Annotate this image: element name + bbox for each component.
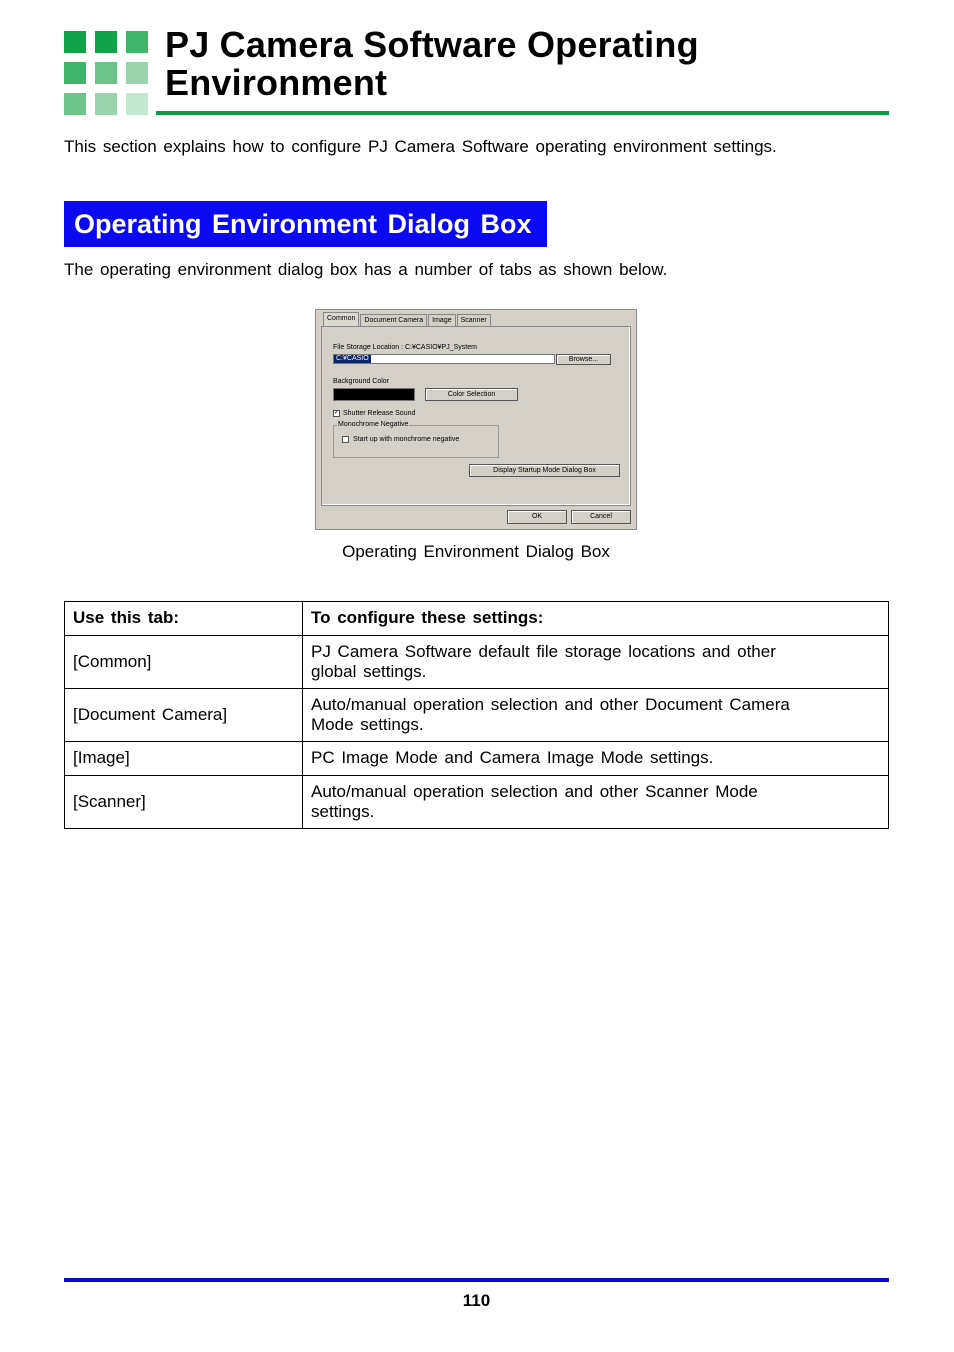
logo-square: [64, 93, 86, 115]
footer-rule: [64, 1278, 889, 1282]
page-title: [165, 26, 865, 102]
background-color-label: Background Color: [333, 378, 390, 385]
table-cell-settings: [303, 742, 889, 776]
table-row: [65, 636, 889, 689]
settings-line: Auto/manual operation selection and other Document Camera: [311, 694, 790, 714]
monochrome-group-label: Monochrome Negative: [338, 421, 409, 428]
display-startup-dialog-button[interactable]: Display Startup Mode Dialog Box: [469, 464, 620, 477]
settings-line: Mode settings.: [311, 714, 424, 734]
logo-square: [95, 62, 117, 84]
table-cell-tab: [Image]: [65, 742, 303, 776]
dialog-panel: [321, 326, 631, 506]
title-rule: [156, 111, 889, 115]
file-storage-value: C:¥CASIO: [336, 355, 369, 362]
shutter-sound-checkbox[interactable]: ✓: [334, 410, 340, 416]
column-header-tab: Use this tab:: [65, 602, 303, 636]
settings-line: PJ Camera Software default file storage locations and other: [311, 641, 776, 661]
section-heading: Operating Environment Dialog Box: [64, 201, 547, 247]
table-row: [65, 742, 889, 776]
settings-line: PC Image Mode and Camera Image Mode settings.: [311, 748, 714, 767]
ok-button[interactable]: OK: [507, 510, 567, 524]
tab-scanner[interactable]: Scanner: [457, 314, 491, 327]
table-cell-settings: [303, 636, 889, 689]
settings-line: global settings.: [311, 661, 427, 681]
table-cell-tab: [Document Camera]: [65, 689, 303, 742]
file-storage-input[interactable]: [333, 354, 555, 364]
logo-square: [95, 93, 117, 115]
figure-caption: Operating Environment Dialog Box: [342, 542, 610, 561]
section-description: The operating environment dialog box has a number of tabs as shown below.: [64, 260, 668, 279]
logo-square: [126, 62, 148, 84]
table-row: [65, 689, 889, 742]
table-row: [65, 776, 889, 829]
page-title-line2: Environment: [165, 62, 388, 103]
table-cell-settings: [303, 689, 889, 742]
background-color-swatch: [333, 388, 415, 401]
tab-common[interactable]: Common: [323, 312, 359, 326]
settings-line: Auto/manual operation selection and other Scanner Mode: [311, 781, 758, 801]
intro-text: This section explains how to configure PJ Camera Software operating environment settings.: [64, 137, 777, 156]
logo-square: [64, 31, 86, 53]
logo-square: [126, 93, 148, 115]
table-cell-tab: [Common]: [65, 636, 303, 689]
logo-square: [64, 62, 86, 84]
page-number: 110: [462, 1291, 491, 1310]
logo-square: [126, 31, 148, 53]
file-storage-label: File Storage Location : C:¥CASIO¥PJ_System: [333, 344, 477, 351]
settings-table: [64, 601, 889, 829]
shutter-sound-label: Shutter Release Sound: [343, 410, 416, 417]
column-header-settings: To configure these settings:: [303, 602, 889, 636]
table-cell-tab: [Scanner]: [65, 776, 303, 829]
color-selection-button[interactable]: Color Selection: [425, 388, 518, 401]
cancel-button[interactable]: Cancel: [571, 510, 631, 524]
tab-document-camera[interactable]: Document Camera: [360, 314, 427, 327]
page-title-line1: PJ Camera Software Operating: [165, 24, 699, 65]
tab-image[interactable]: Image: [428, 314, 455, 327]
settings-line: settings.: [311, 801, 375, 821]
logo-square: [95, 31, 117, 53]
operating-environment-dialog: [315, 309, 637, 530]
monochrome-startup-label: Start up with monchrome negative: [353, 436, 460, 443]
browse-button[interactable]: Browse...: [556, 354, 611, 365]
table-header-row: [65, 602, 889, 636]
monochrome-startup-checkbox[interactable]: [342, 436, 349, 443]
table-cell-settings: [303, 776, 889, 829]
